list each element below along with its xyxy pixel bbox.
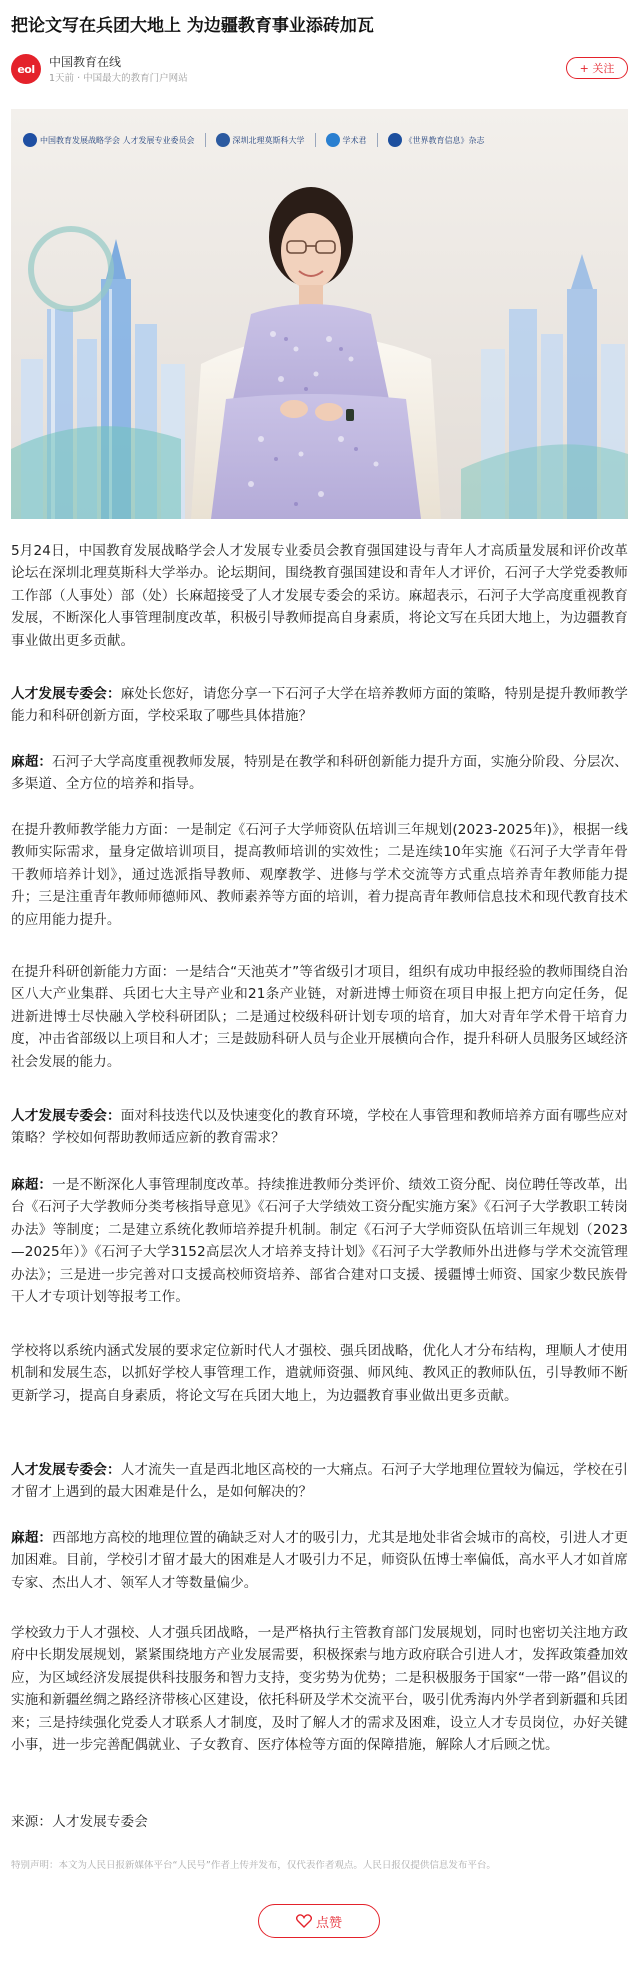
hero-image xyxy=(11,109,628,519)
like-label: 点赞 xyxy=(315,1915,342,1931)
hero-logo-2: 深圳北理莫斯科大学 xyxy=(216,133,305,147)
speaker-label: 麻超： xyxy=(11,1530,53,1546)
speaker-label: 人才发展专委会： xyxy=(11,1462,121,1478)
author-meta: 1天前 · 中国最大的教育门户网站 xyxy=(49,73,188,84)
hero-photo xyxy=(11,109,628,519)
hero-logo-3: 学术君 xyxy=(326,133,367,147)
logo-emblem-icon xyxy=(23,133,37,147)
speaker-label: 麻超： xyxy=(11,754,53,770)
like-button[interactable] xyxy=(258,1904,380,1938)
hero-logo-1: 中国教育发展战略学会 人才发展专业委员会 xyxy=(23,133,195,147)
paragraph-body: 在提升教师教学能力方面：一是制定《石河子大学师资队伍培训三年规划(2023-2025年)》，根据一线教师实际需求，量身定做培训项目，提高教师培训的实效性；二是连续10年实施《石河子大学青年骨干教师培养计划》，通过选派指导教师、观摩教学、进修与学术交流等方式重点培养青年教师能力提升；三是注重青年教师师德师风、教师素养等方面的培训，着力提高青年教师信息技术和现代教育技术的应用能力提升。 xyxy=(11,822,628,928)
follow-button[interactable]: + 关注 xyxy=(566,57,628,79)
author-avatar-text: eol xyxy=(17,62,35,76)
logo-divider xyxy=(315,133,316,147)
article-source: 来源：人才发展专委会 xyxy=(11,1814,148,1830)
paragraph-body: 在提升科研创新能力方面：一是结合“天池英才”等省级引才项目，组织有成功申报经验的教师围绕自治区八大产业集群、兵团七大主导产业和21条产业链，对新进博士师资在项目申报上把方向定任务，促进新进博士尽快融入学校科研团队；二是通过校级科研计划专项的培育，加大对青年学术骨干培育力度，冲击省部级以上项目和人才；三是鼓励科研人员与企业开展横向合作，提升科研人员服务区域经济社会发展的能力。 xyxy=(11,964,628,1070)
logo-emblem-icon xyxy=(326,133,340,147)
heart-icon xyxy=(296,1914,312,1928)
disclaimer: 特别声明：本文为人民日报新媒体平台“人民号”作者上传并发布，仅代表作者观点。人民日报仅提供信息发布平台。 xyxy=(11,1860,496,1871)
paragraph-body: 学校致力于人才强校、人才强兵团战略，一是严格执行主管教育部门发展规划，同时也密切关注地方政府中长期发展规划，紧紧围绕地方产业发展需要，积极探索与地方政府联合引进人才，发挥政策叠加效应，为区域经济发展提供科技服务和智力支持，变劣势为优势；二是积极服务于国家“一带一路”倡议的实施和新疆丝绸之路经济带核心区建设，依托科研及学术交流平台，吸引优秀海内外学者到新疆和兵团来；三是持续强化党委人才联系人才制度，及时了解人才的需求及困难，设立人才专员岗位，办好关键小事，进一步完善配偶就业、子女教育、医疗体检等方面的保障措施，解除人才后顾之忧。 xyxy=(11,1625,628,1754)
logo-emblem-icon xyxy=(388,133,402,147)
paragraph-intro: 5月24日，中国教育发展战略学会人才发展专业委员会教育强国建设与青年人才高质量发展和评价改革论坛在深圳北理莫斯科大学举办。论坛期间，围绕教育强国建设和青年人才评价，石河子大学党委教师工作部（人事处）部（处）长麻超接受了人才发展专委会的采访。麻超表示，石河子大学高度重视教育发展，不断深化人事管理制度改革，积极引导教师提高自身素质，将论文写在兵团大地上，为边疆教育事业做出更多贡献。 xyxy=(11,543,628,649)
paragraph-answer: 麻超：西部地方高校的地理位置的确缺乏对人才的吸引力，尤其是地处非省会城市的高校，引进人才更加困难。目前，学校引才留才最大的困难是人才吸引力不足，师资队伍博士率偏低，高水平人才如首席专家、杰出人才、领军人才等数量偏少。 xyxy=(11,1530,628,1591)
logo-divider xyxy=(205,133,206,147)
article-title: 把论文写在兵团大地上 为边疆教育事业添砖加瓦 xyxy=(11,16,374,36)
paragraph-question: 人才发展专委会：面对科技迭代以及快速变化的教育环境，学校在人事管理和教师培养方面有哪些应对策略？学校如何帮助教师适应新的教育需求？ xyxy=(11,1108,628,1147)
logo-emblem-icon xyxy=(216,133,230,147)
speaker-label: 人才发展专委会： xyxy=(11,686,121,702)
author-name[interactable]: 中国教育在线 xyxy=(49,55,122,69)
paragraph-question: 人才发展专委会：麻处长您好，请您分享一下石河子大学在培养教师方面的策略，特别是提升教师教学能力和科研创新方面，学校采取了哪些具体措施？ xyxy=(11,686,628,725)
author-avatar[interactable] xyxy=(11,54,41,84)
hero-logos xyxy=(23,131,485,149)
paragraph-answer: 麻超：一是不断深化人事管理制度改革。持续推进教师分类评价、绩效工资分配、岗位聘任等改革，出台《石河子大学教师分类考核指导意见》《石河子大学绩效工资分配实施方案》《石河子大学教职工转岗办法》等制度；二是建立系统化教师培养提升机制。制定《石河子大学师资队伍培训三年规划（2023—2025年）》《石河子大学3152高层次人才培养支持计划》《石河子大学教师外出进修与学术交流管理办法》；三是进一步完善对口支援高校师资培养、部省合建对口支援、援疆博士师资、国家少数民族骨干人才专项计划等报考工作。 xyxy=(11,1177,628,1306)
speaker-label: 麻超： xyxy=(11,1177,53,1193)
hero-logo-4: 《世界教育信息》杂志 xyxy=(388,133,485,147)
author-row xyxy=(11,54,628,88)
speaker-label: 人才发展专委会： xyxy=(11,1108,121,1124)
logo-divider xyxy=(377,133,378,147)
paragraph-body: 学校将以系统内涵式发展的要求定位新时代人才强校、强兵团战略，优化人才分布结构，理顺人才使用机制和发展生态，以抓好学校人事管理工作，遣就师资强、师风纯、教风正的教师队伍，引导教师不断更新学习，提高自身素质，将论文写在兵团大地上，为边疆教育事业做出更多贡献。 xyxy=(11,1343,628,1404)
paragraph-answer: 麻超：石河子大学高度重视教师发展，特别是在教学和科研创新能力提升方面，实施分阶段、分层次、多渠道、全方位的培养和指导。 xyxy=(11,754,628,793)
paragraph-question: 人才发展专委会：人才流失一直是西北地区高校的一大痛点。石河子大学地理位置较为偏远，学校在引才留才上遇到的最大困难是什么，是如何解决的？ xyxy=(11,1462,628,1501)
